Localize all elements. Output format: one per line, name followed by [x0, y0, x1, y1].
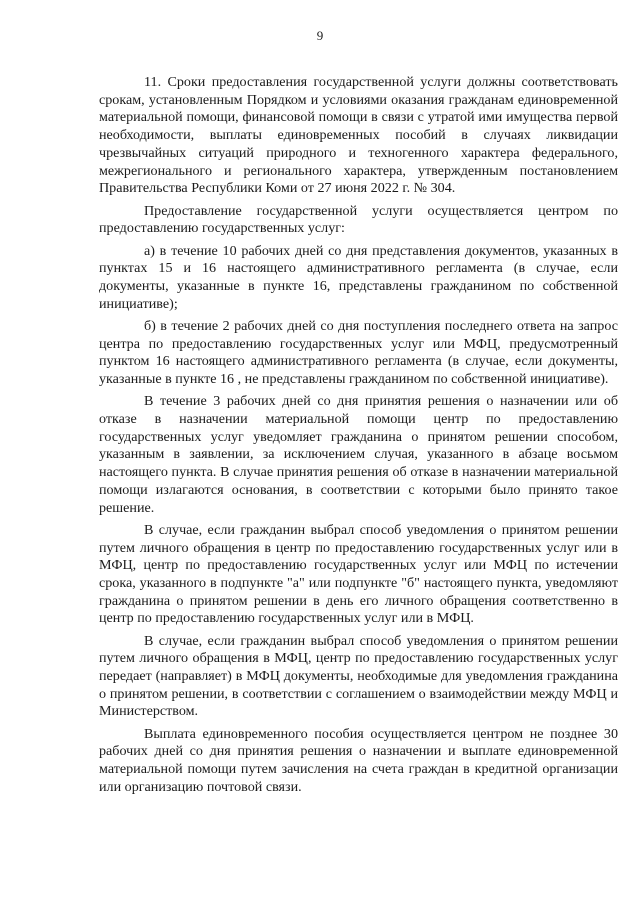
paragraph-mfc-transfer: В случае, если гражданин выбрал способ уведомления о принятом решении путем личного обращения в МФЦ, центр по предоставлению государственных услуг передает (направляет) в МФЦ документы, необходимые для уведомления гражданина о принятом решении, в соответствии с соглашением о взаимодействии между МФЦ и Министерством. — [99, 632, 618, 720]
paragraph-item-11-deadlines: 11. Сроки предоставления государственной услуги должны соответствовать срокам, установленным Порядком и условиями оказания гражданам единовременной материальной помощи, финансовой помощи в связи с утратой ими имущества первой необходимости, выплаты единовременных пособий в случаях ликвидации чрезвычайных ситуаций природного и техногенного характера федерального, межрегионального и регионального характера, утвержденным постановлением Правительства Республики Коми от 27 июня 2022 г. № 304. — [99, 74, 618, 197]
paragraph-notification-3-days: В течение 3 рабочих дней со дня принятия решения о назначении или об отказе в назначении материальной помощи центр по предоставлению государственных услуг уведомляет гражданина о принятом решении способом, указанным в заявлении, за исключением случая, указанного в абзаце восьмом настоящего пункта. В случае принятия решения об отказе в назначении материальной помощи излагаются основания, в соответствии с которыми было принято такое решение. — [99, 393, 618, 516]
paragraph-payment-deadline: Выплата единовременного пособия осуществляется центром не позднее 30 рабочих дней со дня принятия решения о назначении и выплате единовременной материальной помощи путем зачисления на счета граждан в кредитной организации или организацию почтовой связи. — [99, 725, 618, 795]
document-body — [99, 74, 618, 801]
paragraph-subitem-b: б) в течение 2 рабочих дней со дня поступления последнего ответа на запрос центра по предоставлению государственных услуг или МФЦ, предусмотренный пунктом 16 настоящего административного регламента (в случае, если документы, указанные в пункте 16 , не представлены гражданином по собственной инициативе). — [99, 317, 618, 388]
paragraph-subitem-a: а) в течение 10 рабочих дней со дня представления документов, указанных в пунктах 15 и 16 настоящего административного регламента (в случае, если документы, указанные в пункте 16, представлены гражданином по собственной инициативе); — [99, 242, 618, 312]
paragraph-service-provision: Предоставление государственной услуги осуществляется центром по предоставлению государственных услуг: — [99, 202, 618, 237]
page-number: 9 — [316, 28, 324, 43]
paragraph-personal-visit-notification: В случае, если гражданин выбрал способ уведомления о принятом решении путем личного обращения в центр по предоставлению государственных услуг или в МФЦ, центр по предоставлению государственных услуг или МФЦ по истечении срока, указанного в подпункте "а" или подпункте "б" настоящего пункта, уведомляют гражданина о принятом решении в день его личного обращения соответственно в центр по предоставлению государственных услуг или в МФЦ. — [99, 521, 618, 627]
